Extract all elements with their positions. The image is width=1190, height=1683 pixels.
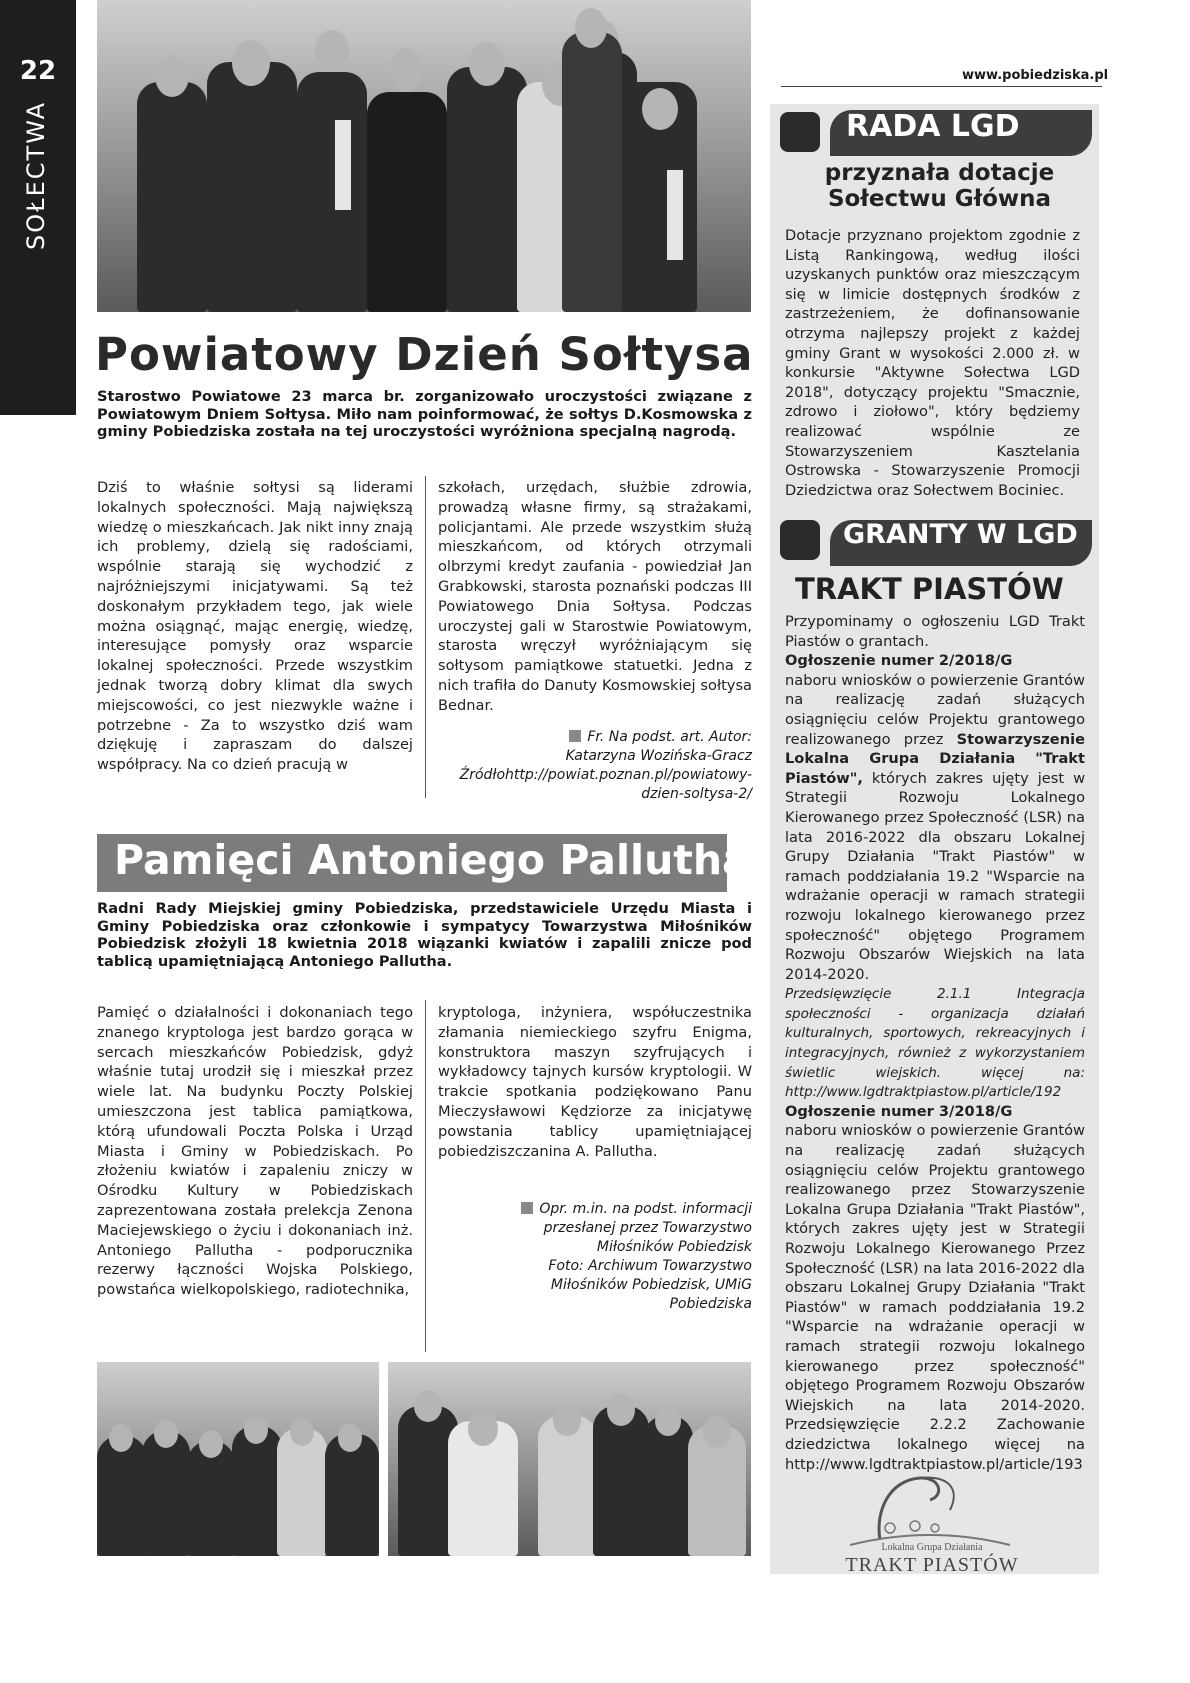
- source-line: Katarzyna Wozińska-Gracz: [565, 748, 752, 764]
- logo-wordmark: TRAKT PIASTÓW: [845, 1554, 1019, 1576]
- source-line: Foto: Archiwum Towarzystwo: [548, 1258, 752, 1274]
- source-line: Fr. Na podst. art. Autor:: [587, 729, 752, 745]
- announcement-note: Przedsięwzięcie 2.1.1 Integracja społeczności - organizacja działań kulturalnych, sportowych, rekreacyjnych i integracyjnych, również z wykorzystaniem świetlic wiejskich. więcej na: http://www.lgdtraktpiastow.pl/article/192: [785, 986, 1085, 1101]
- source-line: Miłośników Pobiedzisk, UMiG: [550, 1277, 752, 1293]
- announcement-text: naboru wniosków o powierzenie Grantów na realizację zadań służących osiągnięciu celów Projektu grantowego realizowanego przez Stowarzyszenie Lokalna Grupa Działania "Trakt Piastów", których zakres ujęty jest w Strategii Rozwoju Lokalnego Kierowanego Przez Społeczność (LSR) na lata 2016-2022 dla obszaru Lokalnej Grupy Działania "Trakt Piastów" w ramach poddziałania 19.2 "Wsparcie na wdrażanie operacji w ramach strategii rozwoju lokalnego kierowanego przez społeczność" objętego Programem Rozwoju Obszarów Wiejskich na lata 2014-2020. Przedsięwzięcie 2.2.2 Zachowanie dziedzictwa lokalnego więcej na http://www.lgdtraktpiastow.pl/article/193: [785, 1122, 1085, 1473]
- sidebar-heading: RADA LGD: [846, 109, 1020, 144]
- section-label: [22, 210, 50, 250]
- announcement-org: Stowarzyszenie Lokalna Grupa Działania "Trakt Piastów",: [785, 730, 1085, 787]
- article-title: Powiatowy Dzień Sołtysa: [95, 328, 754, 381]
- heading-square-icon: [780, 520, 820, 560]
- page-number: 22: [19, 56, 57, 86]
- source-line: Miłośników Pobiedzisk: [596, 1239, 752, 1255]
- bullet-square-icon: [521, 1202, 533, 1214]
- article-lead: Radni Rady Miejskiej gminy Pobiedziska, przedstawiciele Urzędu Miasta i Gminy Pobiedziska oraz członkowie i sympatycy Towarzystwa Miłośników Pobiedzisk złożyli 18 kwietnia 2018 wiązanki kwiatów i zapalili znicze pod tablicą upamiętniającą Antoniego Pallutha.: [97, 900, 752, 970]
- article-column: Dziś to właśnie sołtysi są liderami lokalnych społeczności. Mają największą wiedzę o mieszkańcach. Jak nikt inny znają ich problemy, dzielą się radościami, wspólnie starają się wychodzić z najróżniejszymi inicjatywami. Są też doskonałym przykładem tego, jak wiele można osiągnąć, mając energię, wiedzę, interesujące pomysły oraz wsparcie lokalnej społeczności. Przede wszystkim jednak tworzą dobry klimat dla swych miejscowości, co jest niezwykle ważne i potrzebne - Za to wszystko dziś wam dziękuję i zapraszam do dalszej współpracy. Na co dzień pracują w: [97, 479, 413, 774]
- article-source: [438, 1200, 752, 1314]
- announcement-title: Ogłoszenie numer 2/2018/G: [785, 652, 1013, 670]
- source-line: dzien-soltysa-2/: [641, 786, 752, 802]
- column-divider: [425, 1000, 426, 1352]
- article-column: Pamięć o działalności i dokonaniach tego znanego kryptologa jest bardzo gorąca w sercach mieszkańców Pobiedzisk, gdyż właśnie tutaj urodził się i mieszkał przez wiele lat. Na budynku Poczty Polskiej umieszczona jest tablica pamiątkowa, którą ufundowali Poczta Polska i Urząd Miasta i Gminy w Pobiedziskach. Po złożeniu kwiatów i zapaleniu zniczy w Ośrodku Kultury w Pobiedziskach zaprezentowana została prelekcja Zenona Maciejewskiego o życiu i dokonaniach inż. Antoniego Pallutha - podporucznika rezerwy łączności Wojska Polskiego, powstańca wielkopolskiego, radiotechnika,: [97, 1004, 413, 1299]
- bullet-square-icon: [569, 730, 581, 742]
- subheading-line: przyznała dotacje: [824, 160, 1055, 186]
- heading-square-icon: [780, 112, 820, 152]
- logo-caption: Lokalna Grupa Działania: [881, 1542, 983, 1553]
- award-ceremony-photo: [97, 0, 751, 312]
- sidebar-text: [785, 612, 1085, 1474]
- article-lead: Starostwo Powiatowe 23 marca br. zorganizowało uroczystości związane z Powiatowym Dniem Sołtysa. Miło nam poinformować, że sołtys D.Kosmowska z gminy Pobiedziska została na tej uroczystości wyróżniona specjalną nagrodą.: [97, 388, 752, 440]
- source-line: Źródłohttp://powiat.poznan.pl/powiatowy-: [459, 767, 752, 783]
- source-line: Opr. m.in. na podst. informacji: [539, 1201, 752, 1217]
- article-column: szkołach, urzędach, służbie zdrowia, prowadzą własne firmy, są strażakami, policjantami. Ale przede wszystkim służą mieszkańcom, od których otrzymali olbrzymi kredyt zaufania - powiedział Jan Grabkowski, starosta poznański podczas III Powiatowego Dnia Sołtysa. Podczas uroczystej gali w Starostwie Powiatowym, starosta wręczył wyróżniającym się sołtysom pamiątkowe statuetki. Jedna z nich trafiła do Danuty Kosmowskiej sołtysa Bednar.: [438, 479, 752, 714]
- sidebar-heading: GRANTY W LGD: [843, 519, 1078, 550]
- announcement-text: naboru wniosków o powierzenie Grantów na realizację zadań służących osiągnięciu celów Projektu grantowego realizowanego przez: [785, 671, 1085, 748]
- sidebar-subheading: TRAKT PIASTÓW: [795, 572, 1064, 606]
- sidebar-text: Dotacje przyznano projektom zgodnie z Listą Rankingową, według ilości uzyskanych punktów oraz mieszczącym się w limicie dostępnych środków z zastrzeżeniem, że dofinansowanie otrzyma najlepszy projekt z każdej gminy Grant w wysokości 2.000 zł. w konkursie "Aktywne Sołectwa LGD 2018", dotyczący projektu "Smacznie, zdrowo i ziołowo", który będziemy realizować wspólnie ze Stowarzyszeniem Kasztelania Ostrowska - Stowarzyszenie Promocji Dziedzictwa oraz Sołectwem Bociniec.: [785, 227, 1080, 499]
- article-source: [438, 728, 752, 804]
- announcement-title: Ogłoszenie numer 3/2018/G: [785, 1102, 1013, 1120]
- website-url: www.pobiedziska.pl: [962, 68, 1109, 83]
- column-divider: [425, 476, 426, 798]
- intro-text: Przypominamy o ogłoszeniu LGD Trakt Piastów o grantach.: [785, 613, 1085, 650]
- source-line: przesłanej przez Towarzystwo: [543, 1220, 752, 1236]
- article-title: Pamięci Antoniego Pallutha: [114, 836, 750, 884]
- header-rule: [781, 86, 1102, 87]
- sidebar-subheading: [780, 160, 1099, 212]
- subheading-line: Sołectwu Główna: [827, 186, 1052, 212]
- group-photo: [97, 1362, 379, 1556]
- source-line: Pobiedziska: [669, 1296, 752, 1312]
- lecture-audience-photo: [388, 1362, 751, 1556]
- announcement-text: których zakres ujęty jest w Strategii Rozwoju Lokalnego Kierowanego przez Społeczność (LSR) na lata 2016-2022 dla obszaru Lokalnej Grupy Działania "Trakt Piastów" w ramach poddziałania 19.2 "Wsparcie na wdrażanie operacji w ramach strategii rozwoju lokalnego kierowanego przez społeczność" objętego Programem Rozwoju Obszarów Wiejskich na lata 2014-2020.: [785, 769, 1086, 983]
- article-column: kryptologa, inżyniera, współuczestnika złamania niemieckiego szyfru Enigma, konstruktora maszyn szyfrujących i wykładowcy tajnych kursów kryptologii. W trakcie spotkania podziękowano Panu Mieczysławowi Kędziorze za inicjatywę powstania tablicy upamiętniającej pobiedziszczanina A. Pallutha.: [438, 1004, 752, 1160]
